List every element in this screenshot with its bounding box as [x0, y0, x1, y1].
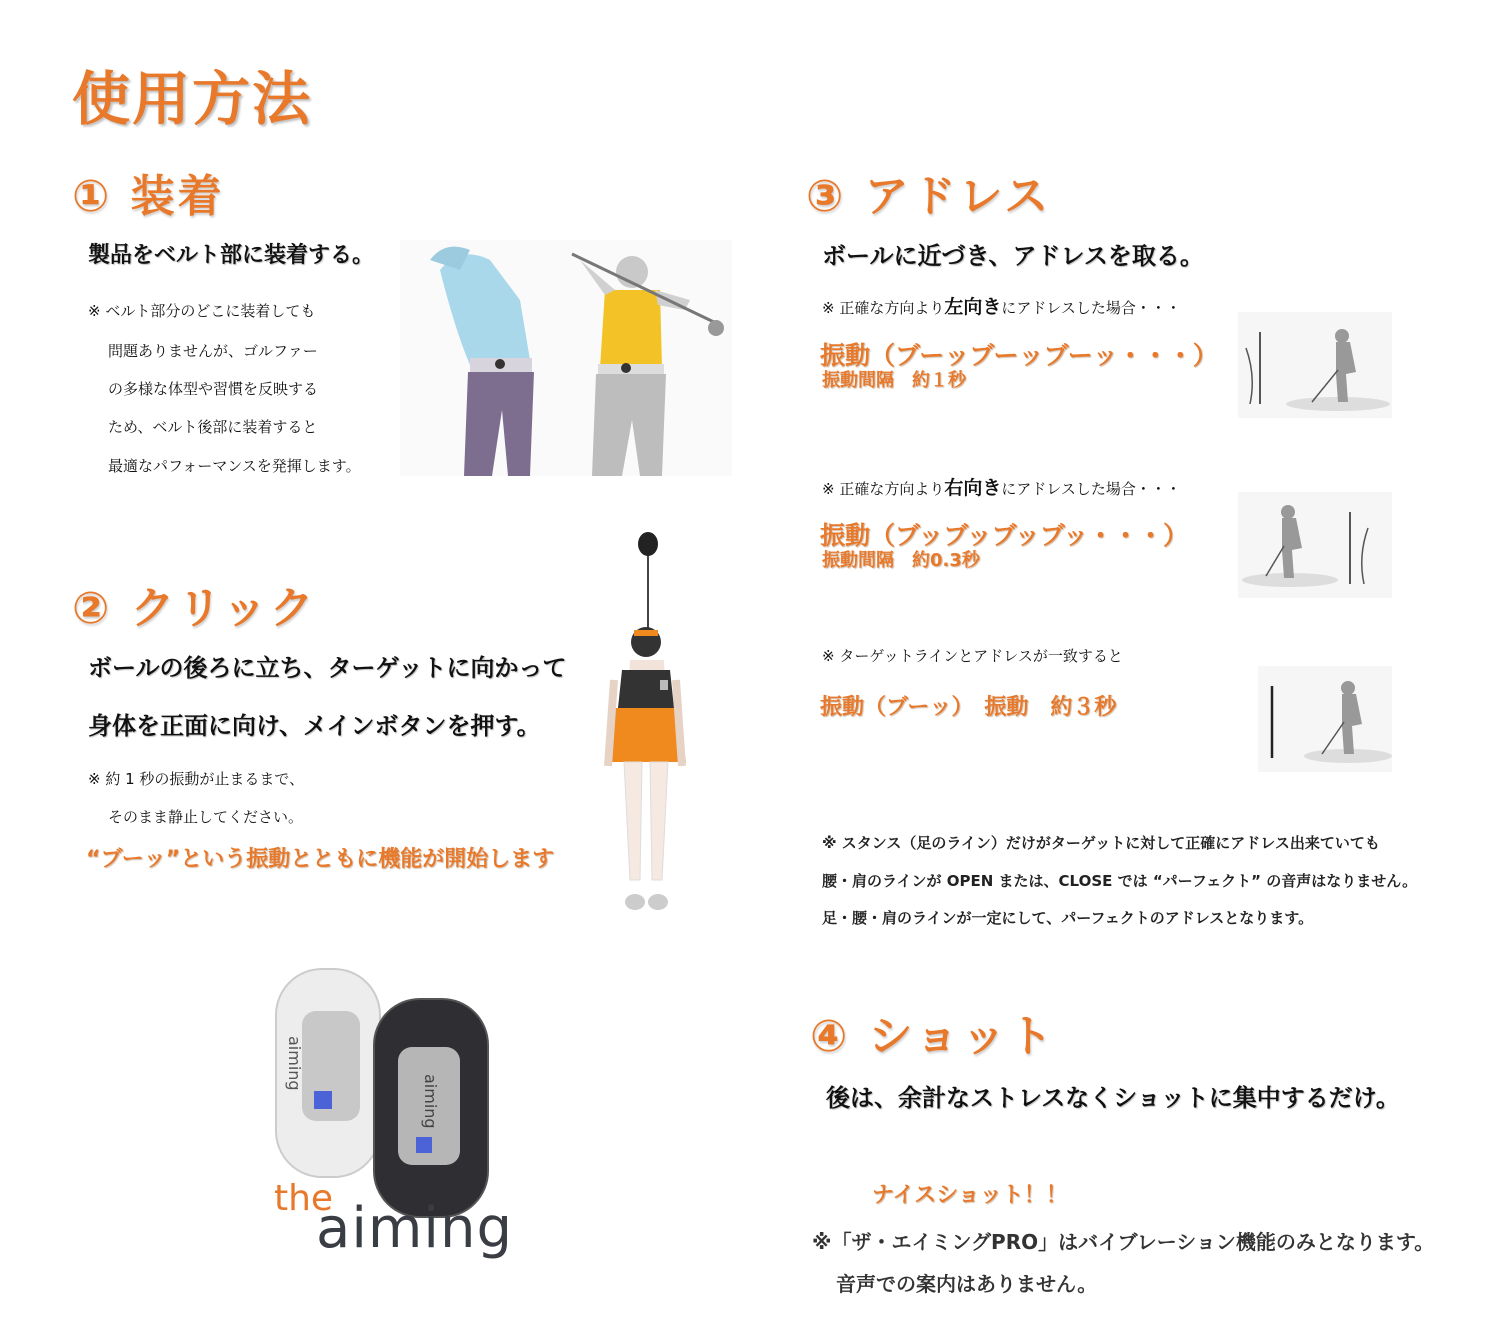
section-3-heading: ③ アドレス [806, 171, 1052, 222]
address-footnote-line1: ※ スタンス（足のライン）だけがターゲットに対して正確にアドレス出来ていても [822, 834, 1380, 852]
address-footnote-line2: 腰・肩のラインが OPEN または、CLOSE では “パーフェクト” の音声はなりません。 [822, 872, 1418, 890]
page-title: 使用方法 [72, 65, 313, 133]
case-right-vibration: 振動（ブッブッブッブッ・・・） [820, 521, 1189, 550]
case-right-note: ※ 正確な方向より右向きにアドレスした場合・・・ [822, 477, 1181, 499]
final-note-line1: ※「ザ・エイミングPRO」はバイブレーション機能のみとなります。 [812, 1230, 1435, 1254]
case-left-interval: 振動間隔 約１秒 [822, 370, 966, 391]
case-left-vibration: 振動（ブーッブーッブーッ・・・） [820, 341, 1218, 370]
section-1-note-line: の多様な体型や習慣を反映する [108, 380, 319, 398]
section-1-note-line: ※ ベルト部分のどこに装着しても [88, 302, 316, 320]
section-4-heading: ④ ショット [810, 1011, 1056, 1062]
nice-shot-text: ナイスショット！！ [872, 1183, 1068, 1208]
case-right-interval: 振動間隔 約0.3秒 [822, 550, 980, 571]
address-right-diagram [1238, 492, 1392, 598]
section-2-note-line2: そのまま静止してください。 [108, 808, 304, 826]
section-2-heading: ② クリック [72, 583, 317, 634]
final-note-line2: 音声での案内はありません。 [836, 1272, 1098, 1296]
address-left-diagram [1238, 312, 1392, 418]
section-2-emphasis: “ブーッ”という振動とともに機能が開始します [86, 847, 555, 872]
section-1-note-line: 最適なパフォーマンスを発揮します。 [108, 457, 361, 475]
section-1-note-line: ため、ベルト後部に装着すると [108, 418, 318, 436]
section-2-lead-line1: ボールの後ろに立ち、ターゲットに向かって [88, 654, 567, 682]
logo-the: the [274, 1178, 334, 1219]
section-1-lead: 製品をベルト部に装着する。 [88, 243, 375, 268]
address-match-diagram [1258, 666, 1392, 772]
address-footnote-line3: 足・腰・肩のラインが一定にして、パーフェクトのアドレスとなります。 [822, 909, 1314, 927]
logo-aiming: aiming [316, 1196, 514, 1261]
case-match-vibration: 振動（ブーッ） 振動 約３秒 [820, 695, 1117, 720]
female-golfer-illustration [600, 530, 692, 920]
device-label-dark: aiming [421, 1074, 440, 1129]
section-3-lead: ボールに近づき、アドレスを取る。 [822, 242, 1204, 270]
section-2-note-line1: ※ 約 1 秒の振動が止まるまで、 [88, 770, 305, 788]
case-left-note: ※ 正確な方向より左向きにアドレスした場合・・・ [822, 296, 1181, 318]
case-match-note: ※ ターゲットラインとアドレスが一致すると [822, 647, 1123, 665]
section-1-heading: ① 装着 [72, 171, 225, 222]
section-2-lead-line2: 身体を正面に向け、メインボタンを押す。 [88, 712, 541, 740]
golfers-belt-illustration [400, 240, 732, 476]
section-1-note-line: 問題ありませんが、ゴルファー [108, 342, 318, 360]
section-4-lead: 後は、余計なストレスなくショットに集中するだけ。 [826, 1084, 1400, 1112]
device-label-white: aiming [285, 1036, 304, 1091]
